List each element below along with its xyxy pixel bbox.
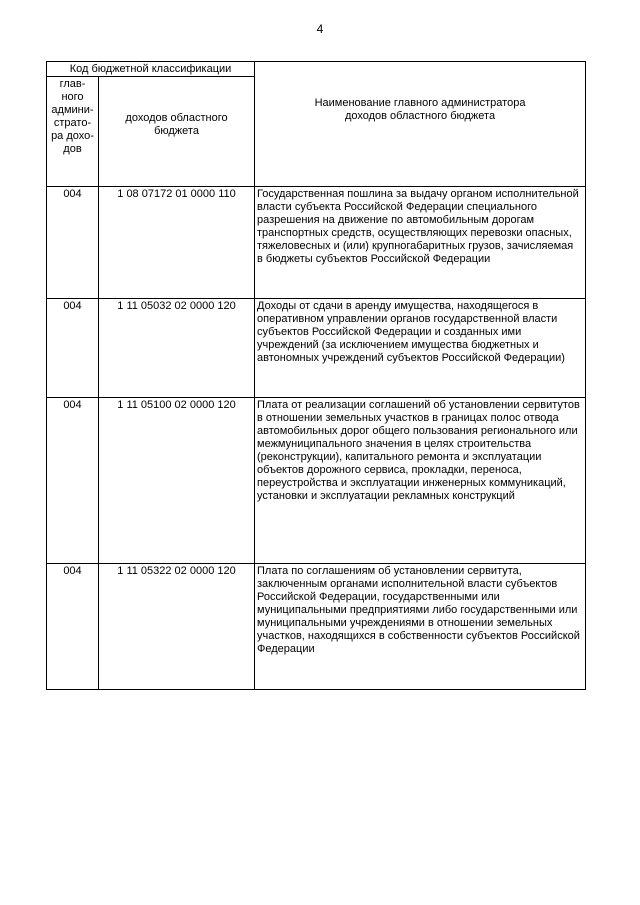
table-row [47,398,586,564]
income-name-cell: Плата по соглашениям об установлении сервитута, заключенным органами исполнительной власти субъектов Российской Федерации, государственными или муниципальными предприятиями либо государственными или муниципальными учреждениями в отношении земельных участков, находящихся в собственности субъектов Российской Федерации [255,564,586,690]
admin-code-cell: 004 [47,398,99,564]
table-row [47,299,586,398]
budget-code-cell: 1 11 05032 02 0000 120 [99,299,255,398]
budget-classification-table [46,61,586,690]
table-row [47,187,586,299]
header-chief-administrator [47,77,99,187]
budget-code-cell: 1 08 07172 01 0000 110 [99,187,255,299]
table-row [47,564,586,690]
budget-code-cell: 1 11 05322 02 0000 120 [99,564,255,690]
header-chief-administrator-text: глав- ного админи- страто- ра дохо- дов [51,78,94,155]
table-header-row [47,62,586,77]
header-regional-budget-income [99,77,255,187]
income-name-cell: Доходы от сдачи в аренду имущества, находящегося в оперативном управлении органов государственной власти субъектов Российской Федерации и созданных ими учреждений (за исключением имущества бюджетных и автономных учреждений субъектов Российской Федерации) [255,299,586,398]
header-administrator-name [255,62,586,187]
page-number: 4 [316,22,324,36]
admin-code-cell: 004 [47,564,99,690]
budget-code-cell: 1 11 05100 02 0000 120 [99,398,255,564]
header-regional-budget-income-text: доходов областного бюджета [125,111,228,137]
income-name-cell: Государственная пошлина за выдачу органом исполнительной власти субъекта Российской Федерации специального разрешения на движение по автомобильным дорогам транспортных средств, осуществляющих перевозки опасных, тяжеловесных и (или) крупногабаритных грузов, зачисляемая в бюджеты субъектов Российской Федерации [255,187,586,299]
income-name-cell: Плата от реализации соглашений об установлении сервитутов в отношении земельных участков в границах полос отвода автомобильных дорог общего пользования регионального или межмуниципального значения в целях строительства (реконструкции), капитального ремонта и эксплуатации объектов дорожного сервиса, прокладки, переноса, переустройства и эксплуатации инженерных коммуникаций, установки и эксплуатации рекламных конструкций [255,398,586,564]
header-budget-classification-code: Код бюджетной классификации [47,62,255,77]
admin-code-cell: 004 [47,187,99,299]
header-administrator-name-text: Наименование главного администратора доходов областного бюджета [314,97,526,122]
admin-code-cell: 004 [47,299,99,398]
